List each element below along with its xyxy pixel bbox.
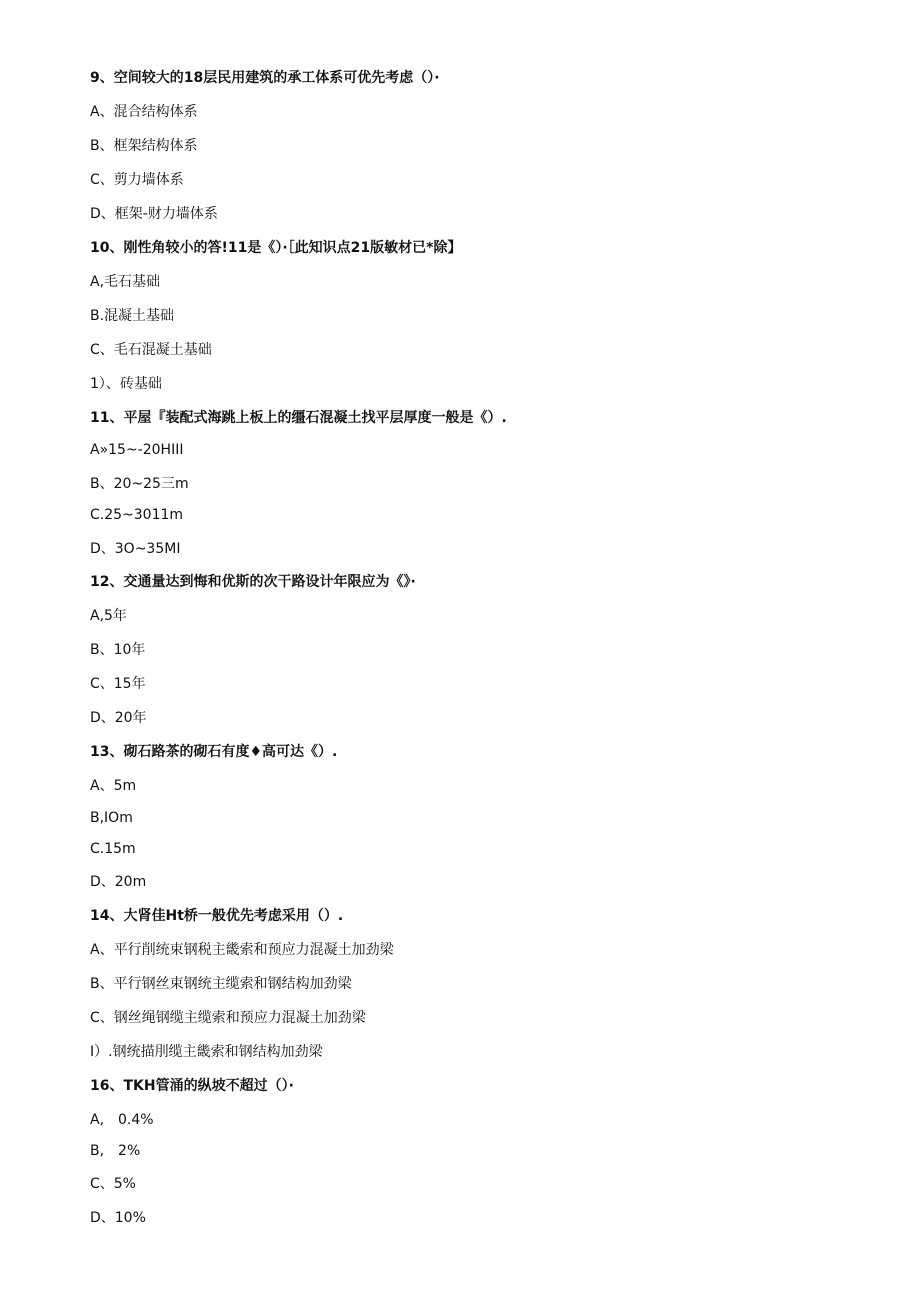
answer-option: I）.钢统描刖缆主畿索和钢结构加劲梁: [90, 1044, 323, 1060]
question-text: 14、大肾佳Ht桥一般优先考虑采用（）.: [90, 908, 344, 924]
answer-option: A、混合结构体系: [90, 104, 198, 120]
answer-option: B,IOm: [90, 810, 133, 826]
answer-option: B.混凝土基础: [90, 308, 175, 324]
answer-option: C.25~3011m: [90, 507, 184, 523]
answer-option: B, 2%: [90, 1143, 141, 1159]
answer-option: B、20~25三m: [90, 476, 189, 492]
answer-option: D、20年: [90, 710, 147, 726]
answer-option: A、平行削统束钢税主畿索和预应力混凝土加劲梁: [90, 942, 394, 958]
question-text: 9、空间较大的18层民用建筑的承工体系可优先考虑（）·: [90, 70, 440, 86]
answer-option: D、10%: [90, 1210, 146, 1226]
answer-option: B、平行钢丝束钢统主缆索和钢结构加劲梁: [90, 976, 352, 992]
answer-option: C、剪力墙体系: [90, 172, 184, 188]
answer-option: D、3O~35MI: [90, 541, 181, 557]
answer-option: C、5%: [90, 1176, 136, 1192]
question-text: 11、平屋『装配式海跳上板上的缰石混凝土找平层厚度一般是《）.: [90, 410, 507, 426]
answer-option: D、框架-财力墙体系: [90, 206, 218, 222]
answer-option: 1）、砖基础: [90, 376, 162, 392]
answer-option: A、5m: [90, 778, 137, 794]
answer-option: D、20m: [90, 874, 147, 890]
answer-option: A,5年: [90, 608, 127, 624]
answer-option: A»15~-20HIII: [90, 442, 184, 458]
answer-option: C、毛石混凝土基础: [90, 342, 212, 358]
question-text: 16、TKH管涌的纵坡不超过（）·: [90, 1078, 294, 1094]
answer-option: C、15年: [90, 676, 146, 692]
answer-option: C.15m: [90, 841, 136, 857]
question-text: 13、砌石路茶的砌石有度♦高可达《）.: [90, 744, 338, 760]
answer-option: B、10年: [90, 642, 146, 658]
answer-option: A, 0.4%: [90, 1112, 154, 1128]
answer-option: C、钢丝绳钢缆主缆索和预应力混凝土加劲梁: [90, 1010, 366, 1026]
question-text: 12、交通量达到悔和优斯的次干路设计年限应为《》·: [90, 574, 416, 590]
answer-option: A,毛石基础: [90, 274, 161, 290]
question-text: 10、刚性角较小的答!11是《）·［此知识点21版敏材已*除】: [90, 240, 462, 256]
answer-option: B、框架结构体系: [90, 138, 198, 154]
